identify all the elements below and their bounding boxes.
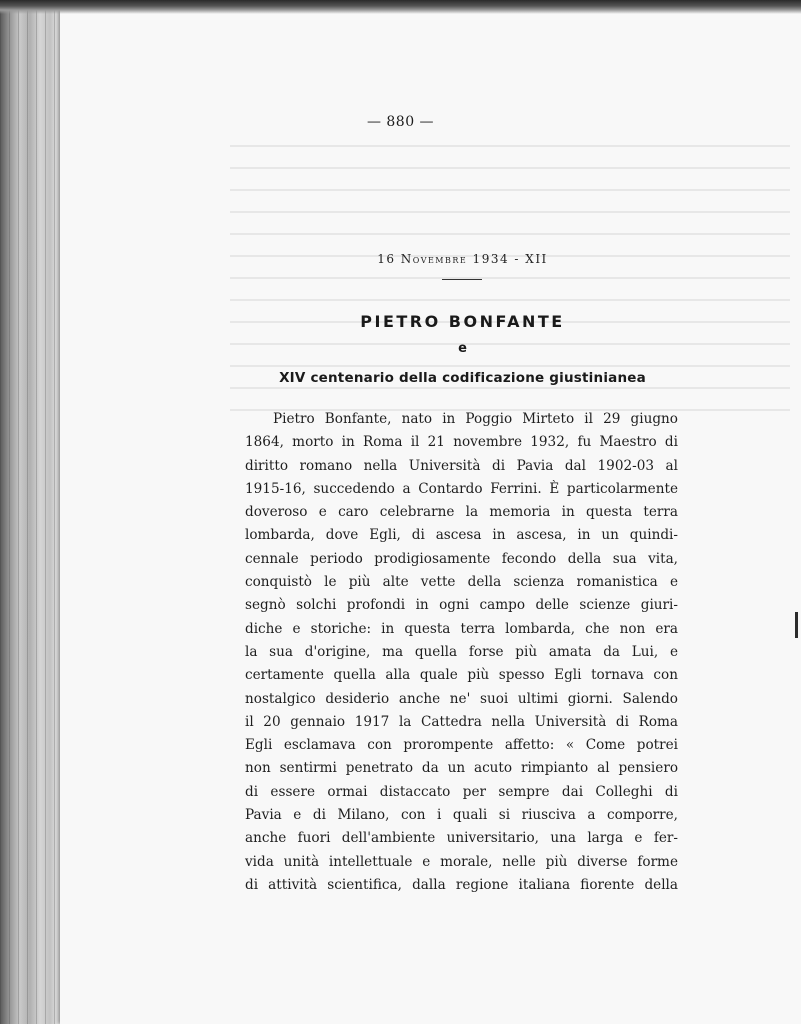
text-line: non sentirmi penetrato da un acuto rimpianto al pensiero: [245, 760, 678, 777]
article-title: PIETRO BONFANTE: [360, 312, 565, 331]
text-line: cennale periodo prodigiosamente fecondo della sua vita,: [245, 550, 678, 567]
text-line: Egli esclamava con prorompente affetto: « Come potrei: [245, 737, 678, 754]
margin-mark: [795, 612, 798, 638]
text-line: diritto romano nella Università di Pavia dal 1902-03 al: [245, 457, 678, 474]
text-line: lombarda, dove Egli, di ascesa in ascesa, in un quindi-: [245, 527, 678, 544]
text-line: Pietro Bonfante, nato in Poggio Mirteto il 29 giugno: [273, 411, 678, 427]
article-body: [245, 408, 678, 897]
text-line: anche fuori dell'ambiente universitario, una larga e fer-: [245, 830, 678, 847]
article-title-conjunction: e: [458, 341, 467, 356]
scan-top-shadow: [0, 0, 801, 14]
text-line: segnò solchi profondi in ogni campo delle scienze giuri-: [245, 597, 678, 614]
text-line: Pavia e di Milano, con i quali si riusciva a comporre,: [245, 807, 678, 824]
page-number: — 880 —: [366, 114, 435, 130]
text-line: conquistò le più alte vette della scienza romanistica e: [245, 574, 678, 591]
text-line: di essere ormai distaccato per sempre dai Colleghi di: [245, 783, 678, 800]
text-line: 1915-16, succedendo a Contardo Ferrini. È particolarmente: [245, 480, 678, 497]
text-line: doveroso e caro celebrarne la memoria in questa terra: [245, 504, 678, 521]
text-line: vida unità intellettuale e morale, nelle più diverse forme: [245, 853, 678, 870]
heading-rule: [442, 279, 482, 280]
text-line: certamente quella alla quale più spesso Egli tornava con: [245, 667, 678, 684]
text-line: 1864, morto in Roma il 21 novembre 1932, fu Maestro di: [245, 434, 678, 451]
book-page-edges: [0, 10, 62, 1024]
text-line: nostalgico desiderio anche ne' suoi ultimi giorni. Salendo: [245, 690, 678, 707]
text-line: la sua d'origine, ma quella forse più amata da Lui, e: [245, 643, 678, 660]
article-subtitle: XIV centenario della codificazione giustinianea: [279, 370, 646, 386]
text-line: di attività scientifica, dalla regione italiana fiorente della: [245, 876, 678, 893]
text-line: diche e storiche: in questa terra lombarda, che non era: [245, 620, 678, 637]
text-line: il 20 gennaio 1917 la Cattedra nella Università di Roma: [245, 713, 678, 730]
date-heading: 16 Novembre 1934 - XII: [377, 252, 548, 266]
